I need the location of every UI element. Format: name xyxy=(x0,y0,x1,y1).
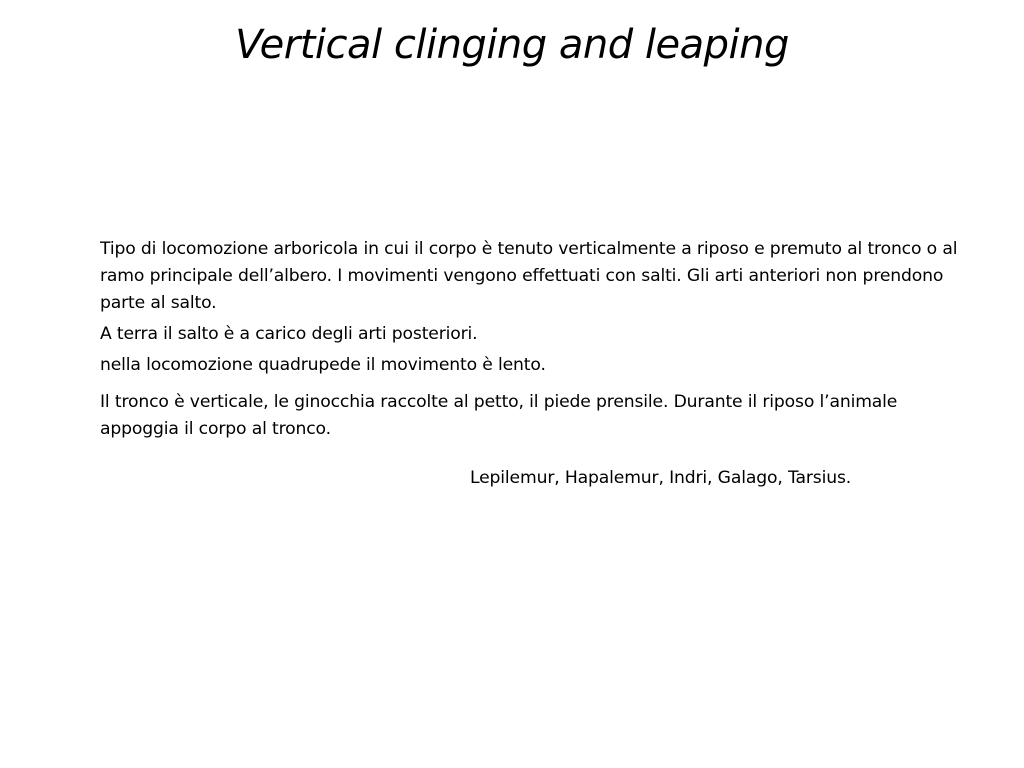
paragraph-quadrupedal: nella locomozione quadrupede il movimento è lento. xyxy=(100,355,546,375)
slide-body xyxy=(100,236,970,443)
paragraph-ground-leap: A terra il salto è a carico degli arti posteriori. xyxy=(100,324,478,344)
paragraph-posture: Il tronco è verticale, le ginocchia raccolte al petto, il piede prensile. Durante il riposo l’animale appoggia il corpo al tronco. xyxy=(100,392,898,439)
slide-title: Vertical clinging and leaping xyxy=(235,22,789,68)
species-list: Lepilemur, Hapalemur, Indri, Galago, Tarsius. xyxy=(470,468,852,488)
paragraph-definition: Tipo di locomozione arboricola in cui il corpo è tenuto verticalmente a riposo e premuto al tronco o al ramo principale dell’albero. I movimenti vengono effettuati con salti. Gli arti anteriori non prendono parte al salto. xyxy=(100,239,958,313)
